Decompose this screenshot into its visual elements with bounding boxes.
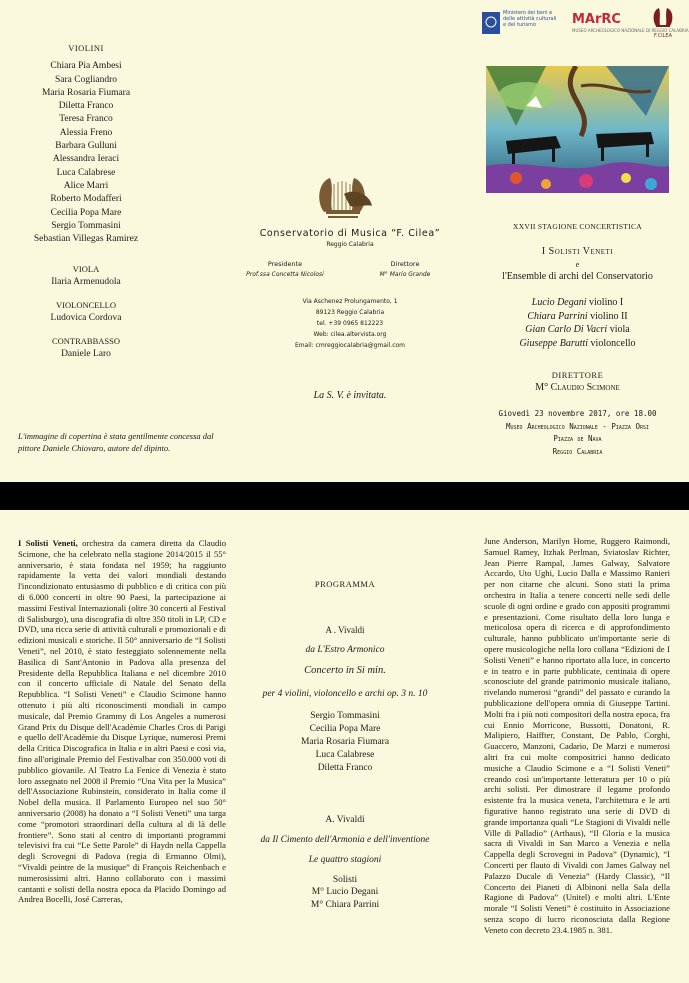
player-row <box>486 337 669 351</box>
program-from-2: da Il Cimento dell'Armonia e dell'inventione <box>260 835 430 845</box>
bio-left-text: orchestra da camera diretta da Claudio Scimone, che ha celebrato nella stagione 2014/2015 il 55° anniversario, è stata fondata nel 1959; ha raggiunto rapidamente la vetta dei valori mondiali destando l'incondizionato entusiasmo di pubblico e di critica con più di 6.000 concerti in oltre 90 Paesi, la partecipazione ai massimi Festival Internazionali (oltre 30 concerti al Festival di Salisburgo), una discografia di oltre 350 titoli in LP, CD e DVD, una ricca serie di attività culturali e promozionali e di edizioni musicali e storiche. Il 50° anniversario de “I Solisti Veneti”, nel 2010, è stato festeggiato solennemente nella Basilica di Sant'Antonio in Padova alla presenza del Presidente della Repubblica Italiana e nel dicembre 2010 con il concerto ufficiale di Natale del Senato della Repubblica. “I Solisti Veneti” e Claudio Scimone hanno ottenuto i più alti riconoscimenti mondiali in campo musicale, dal Premio Grammy di Los Angeles a numerosi Grand Prix du Disque dell'Académie Charles Cros di Parigi e quello dell'Académie du Disque Lyrique, numerosi Premi della Critica Discografica in Italia e in altri Paesi e così via, fino all'originale Premio del Festivalbar con 350.000 voti di pubblico giovanile. Al Teatro La Fenice di Venezia è stato loro assegnato nel 2008 il Premio “Una Vita per la Musica” dell'Associazione Rubinstein, considerato in Italia come il Nobel della musica. Il Parlamento Europeo nel suo 50° anniversario (2008) ha donato a “I Solisti Veneti” una targa come “promotori straordinari della cultura al di là delle frontiere”. Sono stati al centro di importanti programmi televisivi fra cui “Le Sette Parole” di Haydn nella Cappella degli Scrovegni di Padova (regia di Ermanno Olmi), “Vivaldi peintre de la musique” di François Reichenbach e numerosissimi altri. Hanno collaborato con i massimi cantanti e solisti della nostra epoca da Placido Domingo ad Andrea Bocelli, José Carreras, <box>18 538 227 905</box>
direttore-label: Direttore <box>390 260 420 268</box>
player-instrument: violoncello <box>590 337 636 349</box>
conservatorio-name: Conservatorio di Musica “F. Cilea” <box>259 228 441 239</box>
cover-credit: L'immagine di copertina è stata gentilmente concessa dal pittore Daniele Chiovaro, autore del dipinto. <box>18 431 214 453</box>
player-instrument: violino I <box>589 297 624 308</box>
violoncello-heading: VIOLONCELLO <box>56 300 116 310</box>
program-from-1: da L'Estro Armonico <box>305 645 385 655</box>
address-email: Email: cmreggiocalabria@gmail.com <box>294 342 406 349</box>
viola-heading: VIOLA <box>72 264 100 274</box>
violino-name: Diletta Franco <box>58 101 114 112</box>
violino-name: Sebastian Villegas Ramirez <box>33 234 139 245</box>
bio-left-column <box>18 538 226 905</box>
player-instrument: violino II <box>590 310 628 322</box>
conservatorio-city: Reggio Calabria <box>326 241 374 248</box>
players-list <box>486 296 669 350</box>
date-venue-block <box>486 408 669 458</box>
director-name: M° Claudio Scimone <box>535 381 620 393</box>
soloist-name: M° Chiara Parrini <box>310 900 380 910</box>
concert-date: Giovedì 23 novembre 2017, ore 18.00 <box>498 409 657 418</box>
violino-name: Teresa Franco <box>59 114 113 125</box>
viola-name: Ilaria Armenudola <box>51 276 121 287</box>
concert-square: Piazza de Nava <box>553 434 602 443</box>
direttore-block <box>365 260 445 278</box>
address-phone: tel. +39 0965 812223 <box>316 320 384 327</box>
marc-subtitle: MUSEO ARCHEOLOGICO NAZIONALE DI REGGIO CALABRIA <box>572 28 689 33</box>
address-web: Web: cilea.altervista.org <box>313 331 387 338</box>
ensemble-and: e <box>575 259 580 269</box>
soloist-name: Sergio Tommasini <box>310 711 380 721</box>
concert-place: Reggio Calabria <box>552 446 603 456</box>
director-label: DIRETTORE <box>551 370 604 380</box>
soloist-name: Maria Rosaria Fiumara <box>300 737 390 747</box>
season-title: XXVII STAGIONE CONCERTISTICA <box>512 222 642 231</box>
violino-name: Alessandra Ieraci <box>52 154 120 165</box>
soloist-name: Diletta Franco <box>317 763 373 773</box>
violini-heading: VIOLINI <box>68 43 104 53</box>
cover-painting-image <box>486 66 669 193</box>
conservatorio-address <box>260 296 440 351</box>
viola-section <box>0 263 172 288</box>
ensemble-block <box>486 246 669 284</box>
contrabbasso-heading: CONTRABBASSO <box>51 336 121 346</box>
violini-names <box>0 60 172 246</box>
direttore-name: M° Mario Grande <box>379 271 431 278</box>
program-work-1-sub: per 4 violini, violoncello e archi op. 3 n. 10 <box>262 689 428 699</box>
program-work-1: Concerto in Si min. <box>304 665 386 676</box>
ministry-name: Ministero dei beni e delle attività culturali e del turismo <box>503 10 557 28</box>
player-name: Lucio Degani <box>531 297 587 308</box>
player-row <box>486 323 669 337</box>
presidente-name: Prof.ssa Concetta Nicolosi <box>246 271 324 278</box>
program-heading: PROGRAMMA <box>314 579 376 589</box>
violino-name: Chiara Pia Ambesi <box>50 61 122 72</box>
violino-name: Roberto Modafferi <box>50 194 122 205</box>
contrabbasso-section <box>0 335 172 360</box>
program-soloists-2 <box>240 886 450 912</box>
violino-name: Cecilia Popa Mare <box>50 207 122 218</box>
player-row <box>486 310 669 324</box>
presidente-block <box>245 260 325 278</box>
invitation-text: La S. V. è invitata. <box>313 390 387 401</box>
violino-name: Alessia Freno <box>59 127 113 138</box>
program-composer-1: A . Vivaldi <box>325 625 365 635</box>
cilea-lyre-icon <box>650 6 676 28</box>
bio-right-column: June Anderson, Marilyn Horne, Ruggero Raimondi, Samuel Ramey, Itzhak Perlman, Sviatoslav Richter, Jean Pierre Rampal, James Galway, Salvatore Accardo, Uto Ughi, Lucio Dalla e Massimo Ranieri per non citarne che alcuni. Sono stati la prima orchestra in Italia a tenere concerti nelle sedi delle scuole di ogni ordine e grado con appositi programmi e presentazioni. Come risultato della loro lunga e meticolosa opera di ricerca e di approfondimento culturale, hanno pubblicato un'importante serie di opere musicologiche nella loro collana “Edizioni de I Solisti Veneti” e hanno riportato alla luce, in concerto e in teatro e in parte pubblicate, centinaia di opere sconosciute del grande patrimonio musicale italiano, rivelando numerosi “grandi” del passato e curando la pubblicazione dell'opera omnia di Giuseppe Tartini. Molti fra i più noti compositori della nostra epoca, fra cui Ennio Morricone, Bussotti, Donatoni, R. Malipiero, Haiffter, Constant, De Pablo, Corghi, Guaccero, Manzoni, Cadario, De Marzi e numerosi altri fra cui molte compositrici hanno dedicato musiche a Claudio Scimone e a “I Solisti Veneti” creando così un'importante letteratura per 10 o più archi solisti. Per dimostrare il legame profondo esistente fra la musica veneta, l'architettura e le arti figurative hanno registrato una serie di DVD di grande importanza quali “Le Stagioni di Vivaldi nelle Ville di Palladio” (Arthaus), “Il Gloria e la musica sacra di Vivaldi in San Marco a Venezia e nella Cappella degli Scrovegni in Padova” (Dynamic), “I Concerti per flauto di Vivaldi con James Galway nel Palazzo Ducale di Venezia” (Hardy Classic), “Il Concerto dei Pianeti di Albinoni nella Sala della Ragione di Padova” (Unitel) e molti altri. L'Ente morale “I Solisti Veneti” è costituito in Associazione senza scopo di lucro riconosciuta dalla Regione Veneto con decreto 23.4.1985 n. 381. <box>484 536 670 935</box>
address-city: 89123 Reggio Calabria <box>315 309 385 316</box>
violini-list <box>0 42 172 246</box>
brochure-outer-panel <box>0 0 689 482</box>
program-soloists-1 <box>240 710 450 775</box>
player-name: Giuseppe Barutti <box>519 337 589 349</box>
soloist-name: M° Lucio Degani <box>311 887 379 897</box>
violino-name: Sara Cogliandro <box>54 74 117 85</box>
violino-name: Sergio Tommasini <box>51 220 121 231</box>
ensemble-title: I Solisti Veneti <box>541 246 614 257</box>
cilea-logo <box>650 6 676 38</box>
concert-venue: Museo Archeologico Nazionale - Piazza Orsi <box>506 421 649 431</box>
conservatorio-lyre-logo-icon <box>310 172 376 224</box>
director-block <box>486 369 669 394</box>
violoncello-name: Ludovica Cordova <box>50 312 122 323</box>
violino-name: Luca Calabrese <box>56 167 116 178</box>
cilea-logo-text: F.CILEA <box>654 33 672 39</box>
ensemble-subtitle: l'Ensemble di archi del Conservatorio <box>502 271 653 282</box>
contrabbasso-name: Daniele Laro <box>61 348 111 359</box>
marc-logo: MArRC <box>572 12 621 27</box>
program-soloists-2-label: Solisti <box>332 875 358 885</box>
player-name: Gian Carlo Di Vacri <box>525 324 608 336</box>
player-row <box>486 296 669 310</box>
presidente-label: Presidente <box>267 260 303 268</box>
ministry-emblem-icon <box>482 12 500 34</box>
violino-name: Barbara Gulluni <box>55 141 117 152</box>
program-work-2: Le quattro stagioni <box>308 855 382 865</box>
ministry-logo <box>482 10 562 38</box>
violoncello-section <box>0 299 172 324</box>
player-instrument: viola <box>609 324 630 336</box>
bio-lead: I Solisti Veneti, <box>18 538 78 548</box>
soloist-name: Cecilia Popa Mare <box>309 724 381 734</box>
soloist-name: Luca Calabrese <box>315 750 375 760</box>
program-composer-2: A. Vivaldi <box>325 815 365 825</box>
address-street: Via Aschenez Prolungamento, 1 <box>302 298 398 305</box>
player-name: Chiara Parrini <box>527 310 588 322</box>
violino-name: Maria Rosaria Fiumara <box>41 87 131 98</box>
violino-name: Alice Marri <box>63 180 109 191</box>
